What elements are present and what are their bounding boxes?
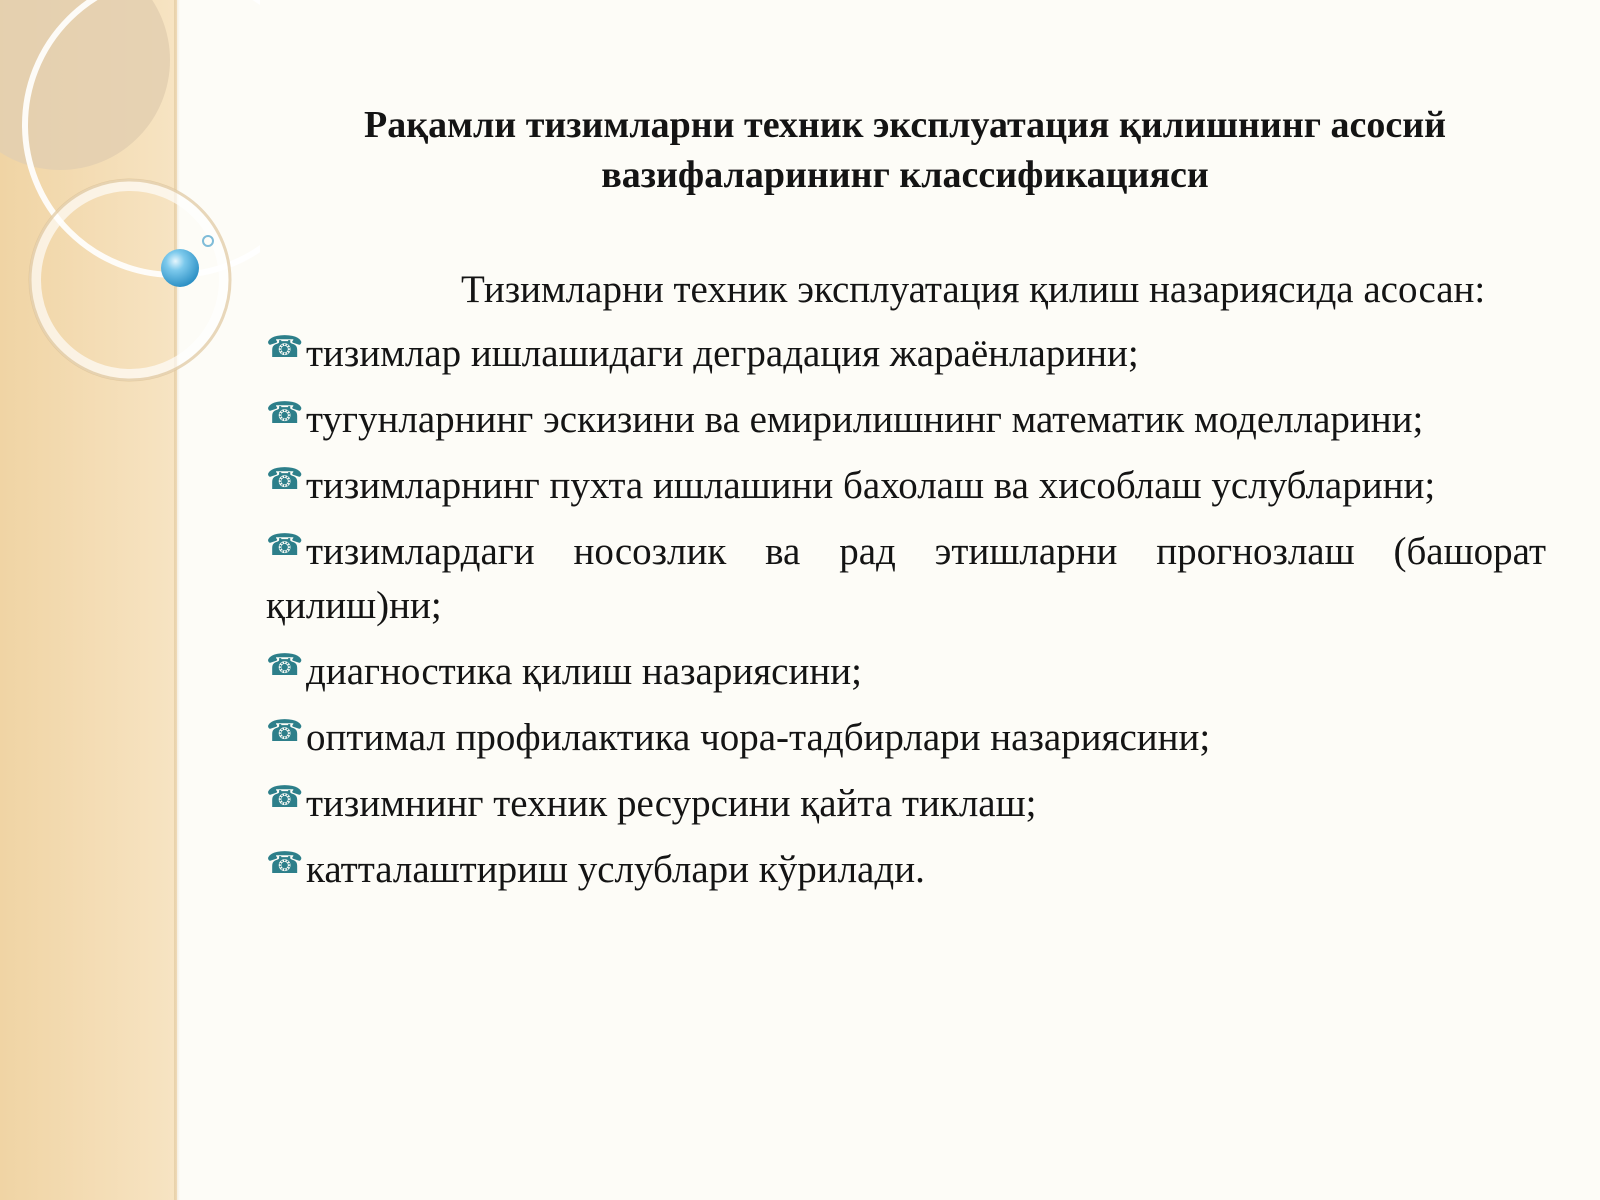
slide-content (266, 263, 1546, 909)
list-item-text: тизимлардаги носозлик ва рад этишларни прогнозлаш (башорат қилиш)ни; (266, 530, 1546, 627)
list-item-text: диагностика қилиш назариясини; (306, 650, 862, 693)
title-line-1: Рақамли тизимларни техник эксплуатация қилишнинг асосий (364, 104, 1446, 146)
intro-paragraph: Тизимларни техник эксплуатация қилиш назариясида асосан: (461, 268, 1486, 311)
list-item (266, 393, 1546, 447)
title-line-2: вазифаларининг классификацияси (601, 154, 1209, 196)
list-item-text: тугунларнинг эскизини ва емирилишнинг математик моделларини; (306, 398, 1424, 441)
list-item (266, 711, 1546, 765)
decorative-side-panel (0, 0, 177, 1200)
telephone-icon: ☎ (266, 847, 304, 880)
telephone-icon: ☎ (266, 331, 304, 364)
telephone-icon: ☎ (266, 781, 304, 814)
slide-title (280, 100, 1530, 200)
small-ring-icon (203, 236, 213, 246)
list-item (266, 459, 1546, 513)
bullet-list (266, 327, 1546, 897)
side-panel-edge (174, 0, 180, 1200)
list-item-text: катталаштириш услублари кўрилади. (306, 848, 925, 891)
list-item (266, 525, 1546, 633)
list-item (266, 645, 1546, 699)
telephone-icon: ☎ (266, 715, 304, 748)
list-item (266, 843, 1546, 897)
list-item (266, 777, 1546, 831)
telephone-icon: ☎ (266, 463, 304, 496)
list-item (266, 327, 1546, 381)
telephone-icon: ☎ (266, 397, 304, 430)
list-item-text: тизимнинг техник ресурсини қайта тиклаш; (306, 782, 1037, 825)
list-item-text: оптимал профилактика чора-тадбирлари назариясини; (306, 716, 1211, 759)
list-item-text: тизимларнинг пухта ишлашини бахолаш ва хисоблаш услубларини; (306, 464, 1436, 507)
telephone-icon: ☎ (266, 649, 304, 682)
telephone-icon: ☎ (266, 529, 304, 562)
list-item-text: тизимлар ишлашидаги деградация жараёнларини; (306, 332, 1139, 375)
side-panel-gradient (0, 0, 177, 1200)
